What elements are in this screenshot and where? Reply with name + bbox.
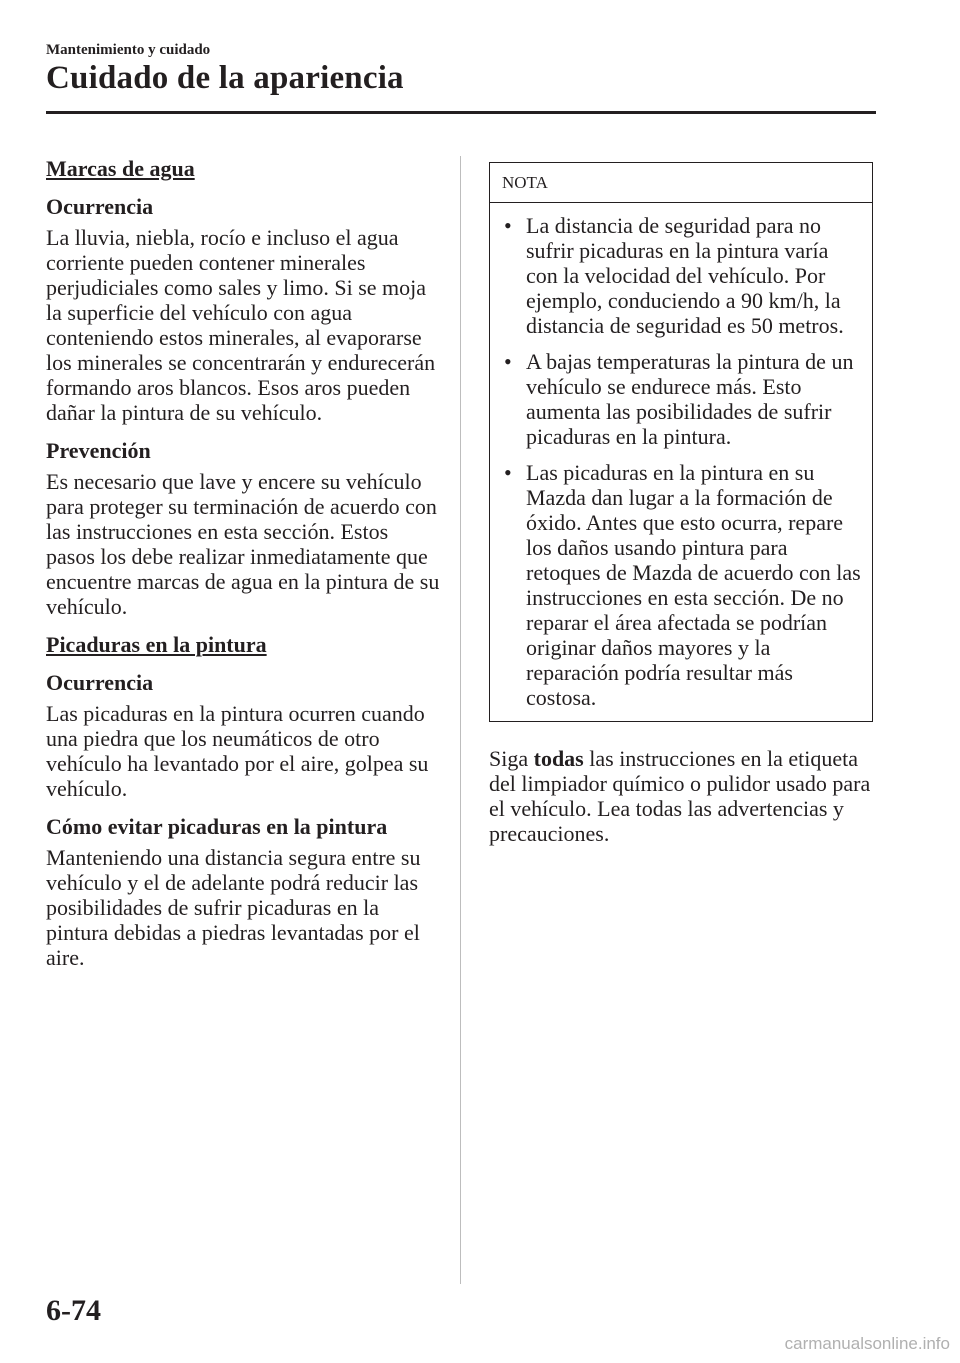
paragraph-prevencion: Es necesario que lave y encere su vehículo para proteger su terminación de acuerdo con las instrucciones en esta sección. Estos pasos los debe realizar inmediatamente que encuentre marcas de agua en la pintura de su vehículo. <box>46 469 440 619</box>
label-ocurrencia-picaduras: Ocurrencia <box>46 670 154 695</box>
right-paragraph <box>489 746 879 846</box>
note-item-text: La distancia de seguridad para no sufrir picaduras en la pintura varía con la velocidad del vehículo. Por ejemplo, conduciendo a 90 km/h, la distancia de seguridad es 50 metros. <box>526 213 844 338</box>
right-paragraph-start: Siga <box>489 746 534 771</box>
note-box <box>489 162 873 722</box>
note-item <box>500 349 864 449</box>
note-item <box>500 460 864 710</box>
header-section-label: Mantenimiento y cuidado <box>46 42 211 58</box>
paragraph-ocurrencia-marcas: La lluvia, niebla, rocío e incluso el agua corriente pueden contener minerales perjudiciales como sales y limo. Si se moja la superficie del vehículo con agua conteniendo estos minerales, al evaporarse los minerales se concentrarán y endurecerán formando aros blancos. Esos aros pueden dañar la pintura de su vehículo. <box>46 225 436 425</box>
bullet-icon: • <box>504 213 512 238</box>
right-paragraph-bold: todas <box>533 746 584 771</box>
note-item <box>500 213 864 338</box>
bullet-icon: • <box>504 349 512 374</box>
paragraph-ocurrencia-picaduras: Las picaduras en la pintura ocurren cuando una piedra que los neumáticos de otro vehículo ha levantado por el aire, golpea su vehículo. <box>46 701 429 801</box>
label-como-evitar: Cómo evitar picaduras en la pintura <box>46 814 388 839</box>
bullet-icon: • <box>504 460 512 485</box>
note-item-text: A bajas temperaturas la pintura de un vehículo se endurece más. Esto aumenta las posibilidades de sufrir picaduras en la pintura. <box>526 349 854 449</box>
section-heading-picaduras: Picaduras en la pintura <box>46 632 267 657</box>
label-ocurrencia-marcas: Ocurrencia <box>46 194 154 219</box>
watermark: carmanualsonline.info <box>784 1334 950 1353</box>
left-column <box>46 156 442 983</box>
section-heading-marcas: Marcas de agua <box>46 156 195 181</box>
note-list <box>490 203 872 710</box>
page-number: 6-74 <box>46 1294 101 1327</box>
page-title: Cuidado de la apariencia <box>46 60 404 96</box>
right-paragraph-end: las instrucciones en la etiqueta del limpiador químico o pulidor usado para el vehículo. Lea todas las advertencias y precauciones. <box>489 746 871 846</box>
header-rule <box>46 111 876 114</box>
label-prevencion: Prevención <box>46 438 151 463</box>
note-heading: NOTA <box>490 163 872 203</box>
paragraph-como-evitar: Manteniendo una distancia segura entre su vehículo y el de adelante podrá reducir las posibilidades de sufrir picaduras en la pintura debidas a piedras levantadas por el aire. <box>46 845 421 970</box>
column-divider <box>460 156 461 1284</box>
note-item-text: Las picaduras en la pintura en su Mazda dan lugar a la formación de óxido. Antes que esto ocurra, repare los daños usando pintura para retoques de Mazda de acuerdo con las instrucciones en esta sección. De no reparar el área afectada se podrían originar daños mayores y la reparación podría resultar más costosa. <box>526 460 861 710</box>
